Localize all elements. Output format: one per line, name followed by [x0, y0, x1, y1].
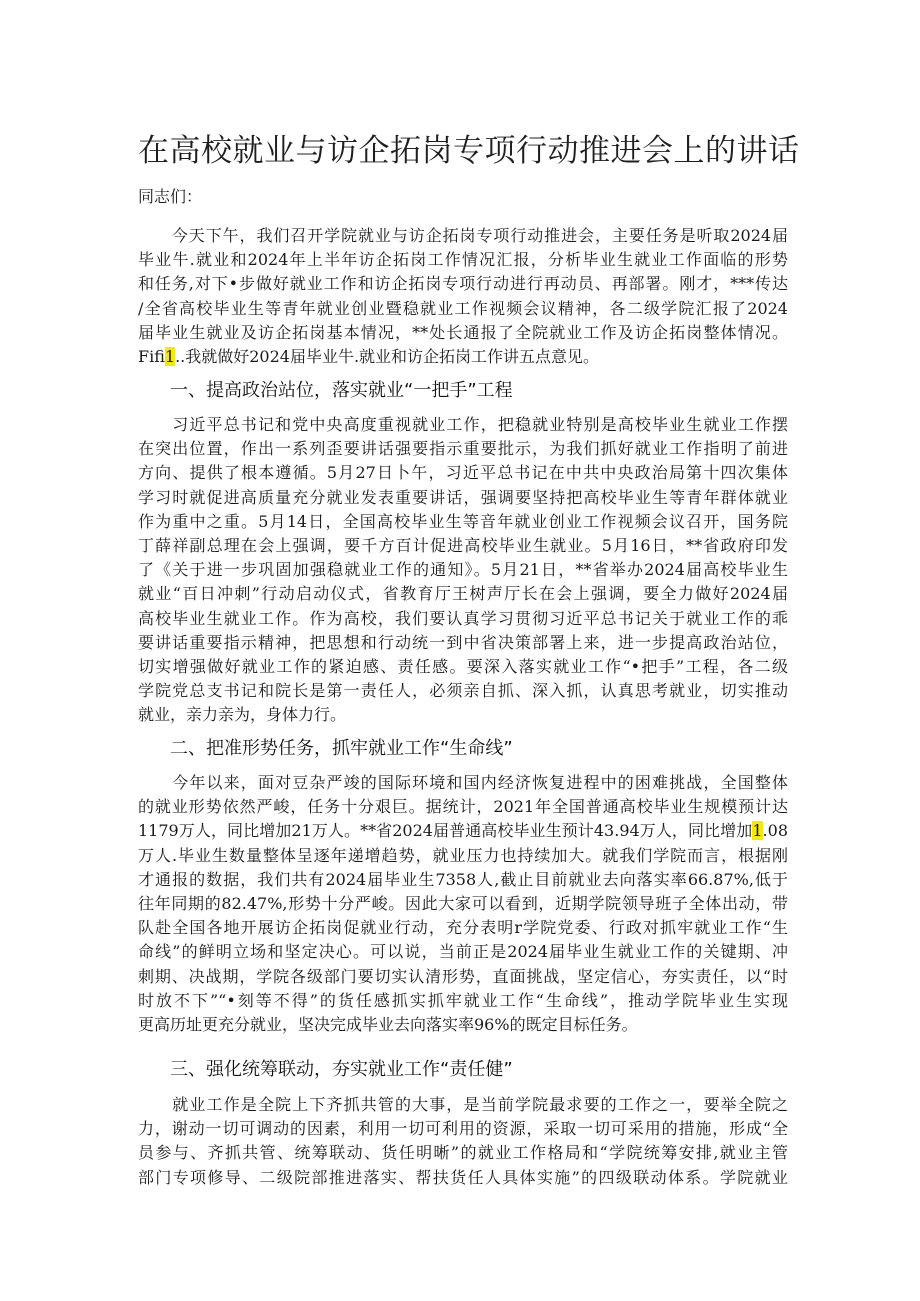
document-title: 在高校就业与访企拓岗专项行动推进会上的讲话: [138, 133, 800, 169]
text-line: 今年以来，面对豆杂严竣的国际环境和国内经济恢复进程中的困难挑战，全国整体: [138, 773, 788, 792]
text-line: 才通报的数据，我们共有2024届毕业生7358人,截止目前就业去向落实率66.87%,低于: [138, 869, 788, 889]
text-line: 切实增强做好就业工作的紧迫感、责任感。要深入落实就业工作“•把手”工程，各二级: [138, 657, 788, 677]
text-line: 命线”的鲜明立场和坚定决心。可以说，当前正是2024届毕业生就业工作的关键期、冲: [138, 942, 788, 962]
text-line: 要讲话重要指示精神，把思想和行动统一到中省决策部署上来，进一步提高政治站位，: [138, 632, 788, 652]
text-line: [138, 819, 788, 843]
text-line: [138, 345, 788, 369]
section3-paragraph: [138, 1093, 788, 1190]
text-line: 丁薛祥副总理在会上强调，要千方百计促进高校毕业生就业。5月16日，**省政府印发: [138, 536, 788, 556]
intro-paragraph: [138, 224, 788, 369]
text-fragment: Fifi: [138, 347, 165, 367]
text-line: 和任务,对下•步做好就业工作和访企拓岗专项行动进行再动员、再部署。刚才，***传达: [138, 274, 788, 294]
text-line: 部门专项修导、二级院部推进落实、帮扶货任人具体实施”的四级联动体系。学院就业: [138, 1167, 788, 1187]
highlighted-text: 1: [752, 821, 763, 841]
text-line: 就业“百日冲刺”行动启动仪式，省教育厅王树声厅长在会上强调，要全力做好2024届: [138, 584, 788, 604]
text-line: 员参与、齐抓共管、统筹联动、货任明晰”的就业工作格局和“学院统筹安排,就业主管: [138, 1143, 788, 1163]
text-line: 了《关于进一步巩固加强稳就业工作的通知》。5月21日，**省举办2024届高校毕业生: [138, 560, 788, 580]
text-line: 队赴全国各地开展访企拓岗促就业行动，充分表明r学院党委、行政对抓牢就业工作“生: [138, 918, 788, 938]
text-line: 习近平总书记和党中央高度重视就业工作，把稳就业特别是高校毕业生就业工作摆: [138, 415, 788, 434]
text-line: 高校毕业生就业工作。作为高校，我们要认真学习贯彻习近平总书记关于就业工作的乖: [138, 608, 788, 628]
section1-paragraph: [138, 413, 788, 728]
text-line: /全省高校毕业生等青年就业创业暨稳就业工作视频会议精神，各二级学院汇报了2024: [138, 298, 788, 318]
text-line: 届毕业生就业及访企拓岗基本情况，**处长通报了全院就业工作及访企拓岗整体情况。: [138, 322, 788, 342]
text-fragment: .08: [762, 821, 788, 841]
text-line: 今天下午，我们召开学院就业与访企拓岗专项行动推进会，主要任务是听取2024届: [138, 226, 788, 245]
text-line: 学习时就促进高质量充分就业发表重要讲话，强调要坚持把高校毕业生等青年群体就业: [138, 487, 788, 507]
text-line: 的就业形势依然严峻，任务十分艰巨。据统计，2021年全国普通高校毕业生规模预计达: [138, 797, 788, 817]
text-line: 毕业牛.就业和2024年上半年访企拓岗工作情况汇报，分析毕业生就业工作面临的形势: [138, 250, 788, 270]
text-line: 力，谢动一切可调动的因素，利用一切可利用的资源，采取一切可采用的措施，形成“全: [138, 1119, 788, 1139]
section-heading-1: 一、提高政治站位，落实就业“一把手”工程: [170, 380, 513, 401]
text-line: 往年同期的82.47%,形势十分严峻。因此大家可以看到，近期学院领导班子全体出动，带: [138, 894, 788, 914]
text-line: 就业，亲力亲为，身体力行。: [138, 705, 347, 725]
text-line: 就业工作是全院上下齐抓共管的大事，是当前学院最求要的工作之一，要举全院之: [138, 1095, 788, 1114]
text-line: 万人.毕业生数量整体呈逐年递增趋势，就业压力也持续加大。就我们学院而言，根据刚: [138, 845, 788, 865]
text-fragment: ..我就做好2024届毕业牛.就业和访企拓岗工作讲五点意见。: [175, 347, 600, 367]
text-line: 作为重中之重。5月14日，全国高校毕业生等音年就业创业工作视频会议召开，国务院: [138, 511, 788, 531]
text-fragment: 1179万人，同比增加21万人。**省2024届普通高校毕业生预计43.94万人，同比增加: [138, 821, 753, 841]
text-line: 刺期、决战期，学院各级部门要切实认清形势，直面挑战，坚定信心，夯实责任，以“时: [138, 966, 788, 986]
section-heading-2: 二、把准形势任务，抓牢就业工作“生命线”: [170, 738, 513, 759]
text-line: 在突出位置，作出一系列歪要讲话强要指示重要批示，为我们抓好就业工作指明了前进: [138, 439, 788, 459]
text-line: 时放不下”“•刻等不得”的货任感抓实抓牢就业工作“生命线”，推动学院毕业生实现: [138, 990, 788, 1010]
greeting: 同志们：: [138, 187, 203, 206]
section2-paragraph: [138, 771, 788, 1037]
section-heading-3: 三、强化统筹联动，夯实就业工作“责任健”: [170, 1059, 513, 1080]
text-line: 学院党总支书记和院长是第一责任人，必须亲自抓、深入抓，认真思考就业，切实推动: [138, 681, 788, 701]
highlighted-text: 1: [164, 347, 176, 367]
text-line: 更高历址更充分就业，坚决完成毕业去向落实率96%的既定目标任务。: [138, 1015, 638, 1035]
text-line: 方向、提供了根本遵循。5月27日卜午，习近平总书记在中共中央政治局第十四次集体: [138, 463, 788, 483]
